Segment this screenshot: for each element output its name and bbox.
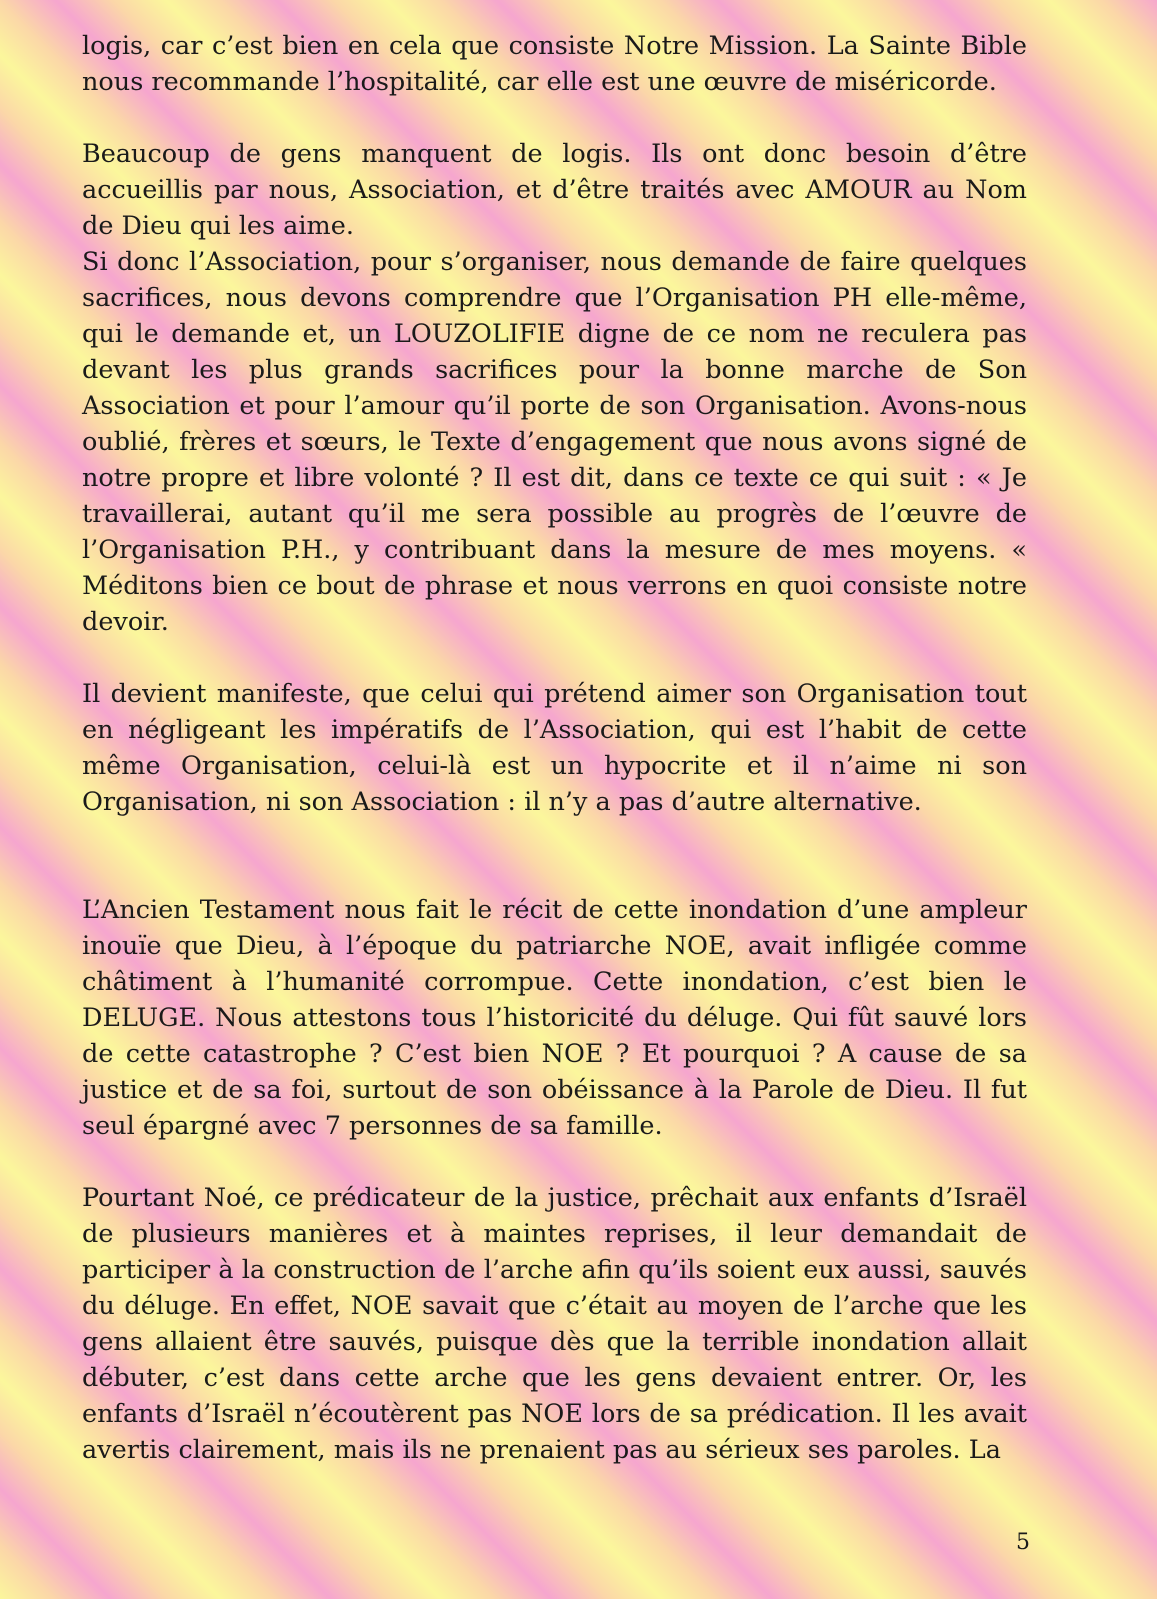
paragraph-spacer — [82, 820, 1027, 892]
paragraph-logis: Beaucoup de gens manquent de logis. Ils ont donc besoin d’être accueillis par nous, Association, et d’être traités avec AMOUR au Nom de Dieu qui les aime. — [82, 139, 1027, 241]
paragraph-spacer — [82, 100, 1027, 136]
document-page — [82, 28, 1027, 1468]
paragraph-spacer — [82, 1144, 1027, 1180]
paragraph-noe: Pourtant Noé, ce prédicateur de la justice, prêchait aux enfants d’Israël de plusieurs manières et à maintes reprises, il leur demandait de participer à la construction de l’arche afin qu’ils soient eux aussi, sauvés du déluge. En effet, NOE savait que c’était au moyen de l’arche que les gens allaient être sauvés, puisque dès que la terrible inondation allait débuter, c’est dans cette arche que les gens devaient entrer. Or, les enfants d’Israël n’écoutèrent pas NOE lors de sa prédication. Il les avait avertis clairement, mais ils ne prenaient pas au sérieux ses paroles. La — [82, 1183, 1027, 1465]
paragraph-sacrifices: Si donc l’Association, pour s’organiser, nous demande de faire quelques sacrifices, nous devons comprendre que l’Organisation PH elle-même, qui le demande et, un LOUZOLIFIE digne de ce nom ne reculera pas devant les plus grands sacrifices pour la bonne marche de Son Association et pour l’amour qu’il porte de son Organisation. Avons-nous oublié, frères et sœurs, le Texte d’engagement que nous avons signé de notre propre et libre volonté ? Il est dit, dans ce texte ce qui suit : « Je travaillerai, autant qu’il me sera possible au progrès de l’œuvre de l’Organisation P.H., y contribuant dans la mesure de mes moyens. « Méditons bien ce bout de phrase et nous verrons en quoi consiste notre devoir. — [82, 247, 1027, 637]
paragraph-deluge: L’Ancien Testament nous fait le récit de cette inondation d’une ampleur inouïe que Dieu, à l’époque du patriarche NOE, avait infligée comme châtiment à l’humanité corrompue. Cette inondation, c’est bien le DELUGE. Nous attestons tous l’historicité du déluge. Qui fût sauvé lors de cette catastrophe ? C’est bien NOE ? Et pourquoi ? A cause de sa justice et de sa foi, surtout de son obéissance à la Parole de Dieu. Il fut seul épargné avec 7 personnes de sa famille. — [82, 895, 1027, 1141]
paragraph-hypocrite: Il devient manifeste, que celui qui prétend aimer son Organisation tout en négligeant les impératifs de l’Association, qui est l’habit de cette même Organisation, celui-là est un hypocrite et il n’aime ni son Organisation, ni son Association : il n’y a pas d’autre alternative. — [82, 679, 1027, 817]
paragraph-hospitality: logis, car c’est bien en cela que consiste Notre Mission. La Sainte Bible nous recommande l’hospitalité, car elle est une œuvre de miséricorde. — [82, 31, 1027, 97]
page-number: 5 — [1016, 1530, 1030, 1555]
paragraph-spacer — [82, 640, 1027, 676]
